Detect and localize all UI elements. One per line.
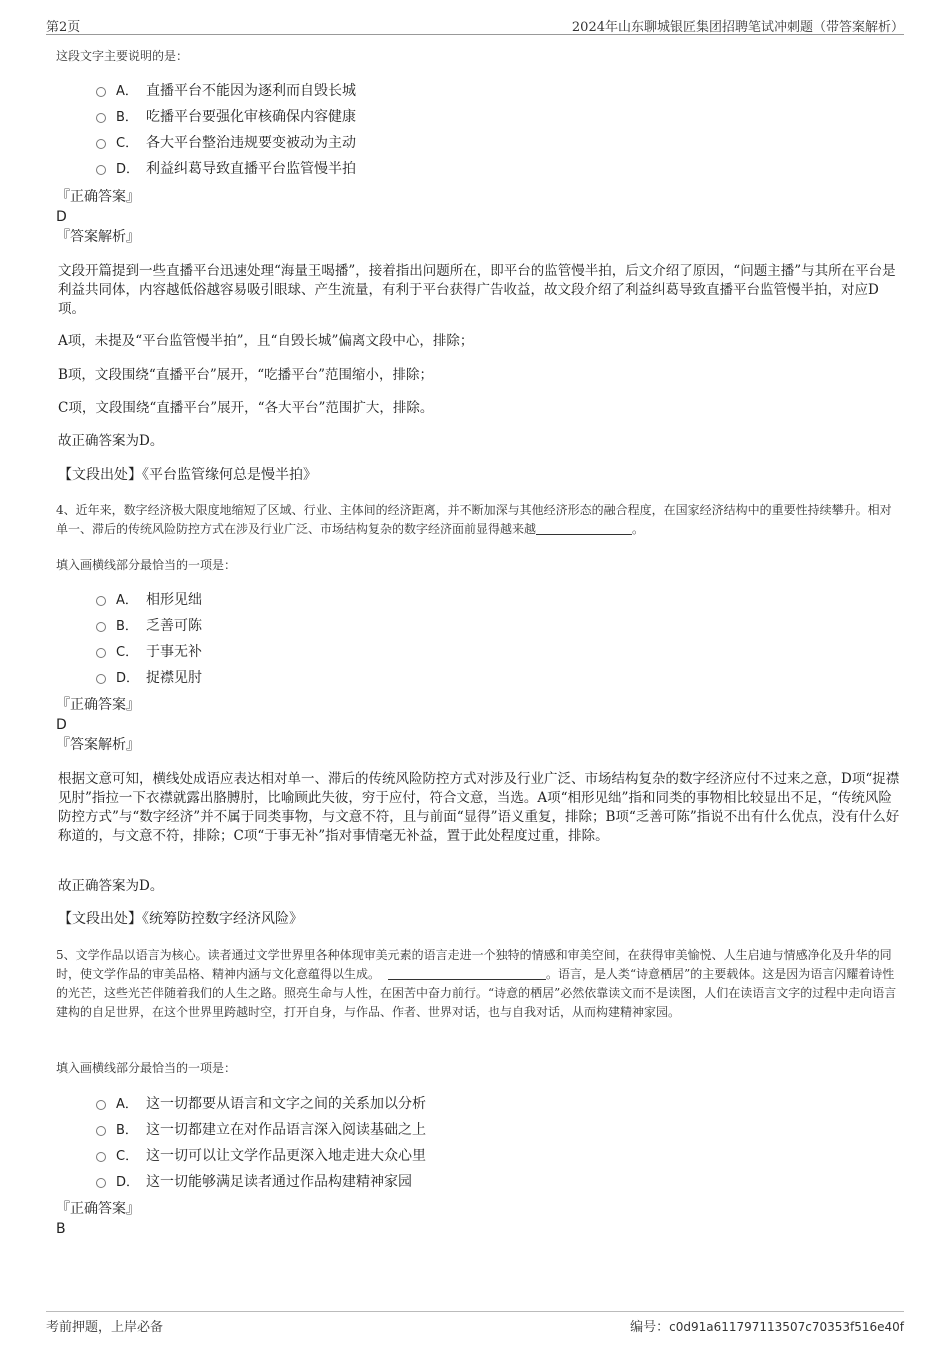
q3-option-a[interactable]: A． 直播平台不能因为逐利而自毁长城 xyxy=(96,80,356,102)
q3-analysis-paragraph: B项，文段围绕“直播平台”展开，“吃播平台”范围缩小，排除； xyxy=(58,367,434,383)
q3-analysis-label: 『答案解析』 xyxy=(56,229,140,245)
q4-analysis-label: 『答案解析』 xyxy=(56,737,140,753)
radio-icon[interactable] xyxy=(96,113,106,123)
radio-icon[interactable] xyxy=(96,87,106,97)
q4-answer-label: 『正确答案』 xyxy=(56,697,140,713)
radio-icon[interactable] xyxy=(96,139,106,149)
page-footer xyxy=(46,1311,904,1334)
radio-icon[interactable] xyxy=(96,1178,106,1188)
q4-option-d[interactable]: D． 捉襟见肘 xyxy=(96,667,202,689)
q3-answer: D xyxy=(56,209,67,225)
radio-icon[interactable] xyxy=(96,1152,106,1162)
q3-option-c[interactable]: C． 各大平台整治违规要变被动为主动 xyxy=(96,132,356,154)
q4-analysis-conclusion: 故正确答案为D。 xyxy=(58,878,164,894)
document-code: 编号：c0d91a611797113507c70353f516e40f xyxy=(630,1320,904,1335)
footer-slogan: 考前押题，上岸必备 xyxy=(46,1320,164,1335)
radio-icon[interactable] xyxy=(96,622,106,632)
radio-icon[interactable] xyxy=(96,648,106,658)
q5-answer-label: 『正确答案』 xyxy=(56,1201,140,1217)
q4-option-c[interactable]: C． 于事无补 xyxy=(96,641,202,663)
q3-prompt: 这段文字主要说明的是： xyxy=(56,49,189,63)
radio-icon[interactable] xyxy=(96,1126,106,1136)
answer-blank xyxy=(536,521,632,535)
q4-analysis-paragraph: 根据文意可知，横线处成语应表达相对单一、滞后的传统风险防控方式对涉及行业广泛、市场结构复杂的数字经济应付不过来之意，D项“捉襟见肘”指拉一下衣襟就露出胳膊肘，比喻顾此失彼，穷于应付，符合文意，当选。A项“相形见绌”指和同类的事物相比较显出不足，“传统风险防控方式”与“数字经济”并不属于同类事物，与文意不符，且与前面“显得”语义重复，排除；B项“乏善可陈”指说不出有什么优点，没有什么好称道的，与文意不符，排除；C项“于事无补”指对事情毫无补益，置于此处程度过重，排除。 xyxy=(58,771,900,844)
q3-option-d[interactable]: D． 利益纠葛导致直播平台监管慢半拍 xyxy=(96,158,356,180)
q4-prompt: 填入画横线部分最恰当的一项是： xyxy=(56,558,237,572)
q3-analysis-paragraph: 文段开篇提到一些直播平台迅速处理“海量王喝播”，接着指出问题所在，即平台的监管慢半拍，后文介绍了原因，“问题主播”与其所在平台是利益共同体，内容越低俗越容易吸引眼球、产生流量，有利于平台获得广告收益，故文段介绍了利益纠葛导致直播平台监管慢半拍，对应D项。 xyxy=(58,263,896,317)
q4-source: 【文段出处】《统筹防控数字经济风险》 xyxy=(58,911,303,927)
q3-source: 【文段出处】《平台监管缘何总是慢半拍》 xyxy=(58,467,317,483)
q5-answer: B xyxy=(56,1221,66,1237)
radio-icon[interactable] xyxy=(96,165,106,175)
q5-option-a[interactable]: A． 这一切都要从语言和文字之间的关系加以分析 xyxy=(96,1093,426,1115)
q4-option-b[interactable]: B． 乏善可陈 xyxy=(96,615,202,637)
q5-option-c[interactable]: C． 这一切可以让文学作品更深入地走进大众心里 xyxy=(96,1145,426,1167)
q3-option-b[interactable]: B． 吃播平台要强化审核确保内容健康 xyxy=(96,106,356,128)
answer-blank xyxy=(388,966,546,980)
q4-answer: D xyxy=(56,717,67,733)
q5-option-b[interactable]: B． 这一切都建立在对作品语言深入阅读基础之上 xyxy=(96,1119,426,1141)
radio-icon[interactable] xyxy=(96,1100,106,1110)
q3-analysis-paragraph: A项，未提及“平台监管慢半拍”，且“自毁长城”偏离文段中心，排除； xyxy=(58,333,474,349)
page-header xyxy=(46,14,904,35)
q5-prompt: 填入画横线部分最恰当的一项是： xyxy=(56,1061,237,1075)
q4-option-a[interactable]: A． 相形见绌 xyxy=(96,589,202,611)
document-title: 2024年山东聊城银匠集团招聘笔试冲刺题（带答案解析） xyxy=(571,20,904,35)
q3-analysis-paragraph: C项，文段围绕“直播平台”展开，“各大平台”范围扩大，排除。 xyxy=(58,400,434,416)
radio-icon[interactable] xyxy=(96,674,106,684)
q3-answer-label: 『正确答案』 xyxy=(56,189,140,205)
q3-analysis-conclusion: 故正确答案为D。 xyxy=(58,433,164,449)
page-number: 第2页 xyxy=(46,20,81,35)
radio-icon[interactable] xyxy=(96,596,106,606)
q5-question-text: 5、文学作品以语言为核心。读者通过文学世界里各种体现审美元素的语言走进一个独特的情感和审美空间，在获得审美愉悦、人生启迪与情感净化及升华的同时，使文学作品的审美品格、精神内涵与文化意蕴得以生成。 。语言，是人类“诗意栖居”的主要载体。这是因为语言闪耀着诗性的光芒，这些光芒伴随着我们的人生之路。照亮生命与人性，在困苦中奋力前行。“诗意的栖居”必然依靠读文而不是读图，人们在读语言文字的过程中走向语言建构的自足世界，在这个世界里跨越时空，打开自身，与作品、作者、世界对话，也与自我对话，从而构建精神家园。 xyxy=(56,948,897,1019)
q5-option-d[interactable]: D． 这一切能够满足读者通过作品构建精神家园 xyxy=(96,1171,412,1193)
q4-question-text: 4、近年来，数字经济极大限度地缩短了区域、行业、主体间的经济距离，并不断加深与其他经济形态的融合程度，在国家经济结构中的重要性持续攀升。相对单一、滞后的传统风险防控方式在涉及行业广泛、市场结构复杂的数字经济面前显得越来越 。 xyxy=(56,503,892,536)
